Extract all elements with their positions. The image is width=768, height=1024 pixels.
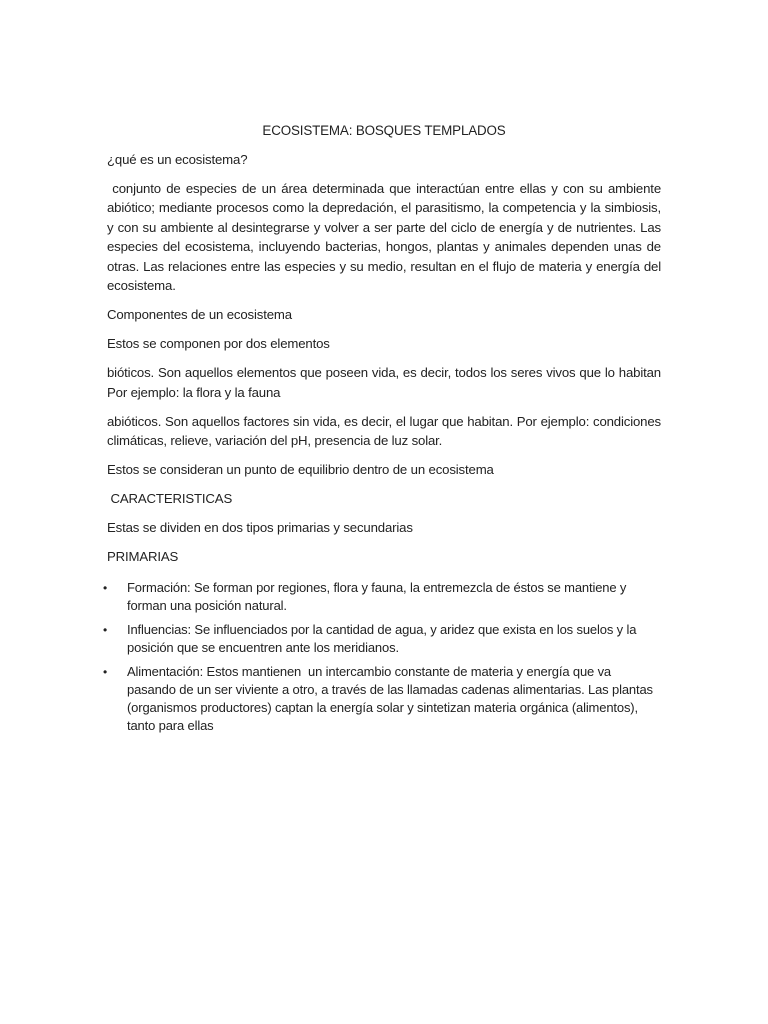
list-item bbox=[103, 579, 661, 615]
bullet-icon: • bbox=[103, 622, 108, 637]
definition-paragraph: conjunto de especies de un área determinada que interactúan entre ellas y con su ambiente abiótico; mediante procesos como la depredación, el parasitismo, la competencia y la simbiosis, y con su ambiente al desintegrarse y volver a ser parte del ciclo de energía y de nutrientes. Las especies del ecosistema, incluyendo bacterias, hongos, plantas y animales dependen unas de otras. Las relaciones entre las especies y su medio, resultan en el flujo de materia y energía del ecosistema. bbox=[107, 180, 665, 293]
list-item bbox=[103, 621, 661, 657]
list-item-text: Alimentación: Estos mantienen un intercambio constante de materia y energía que va pasando de un ser viviente a otro, a través de las llamadas cadenas alimentarias. Las plantas (organismos productores) captan la energía solar y sintetizan materia orgánica (alimentos), tanto para ellas bbox=[127, 663, 657, 733]
list-item-text: Influencias: Se influenciados por la cantidad de agua, y aridez que exista en los suelos y la posición que se encuentren ante los meridianos. bbox=[127, 621, 637, 655]
bioticos-paragraph: bióticos. Son aquellos elementos que poseen vida, es decir, todos los seres vivos que lo habitan Por ejemplo: la flora y la fauna bbox=[107, 365, 661, 400]
document-title: ECOSISTEMA: BOSQUES TEMPLADOS bbox=[262, 123, 506, 138]
list-item-text: Formación: Se forman por regiones, flora y fauna, la entremezcla de éstos se mantiene y forman una posición natural. bbox=[127, 579, 627, 613]
characteristics-intro: Estas se dividen en dos tipos primarias y secundarias bbox=[107, 520, 413, 535]
components-intro: Estos se componen por dos elementos bbox=[107, 336, 330, 351]
bullet-icon: • bbox=[103, 664, 108, 679]
equilibrium-paragraph: Estos se consideran un punto de equilibrio dentro de un ecosistema bbox=[107, 462, 494, 477]
components-heading: Componentes de un ecosistema bbox=[107, 307, 292, 322]
list-item bbox=[103, 663, 661, 735]
question-heading: ¿qué es un ecosistema? bbox=[107, 151, 248, 167]
abioticos-paragraph: abióticos. Son aquellos factores sin vida, es decir, el lugar que habitan. Por ejemplo: condiciones climáticas, relieve, variación del pH, presencia de luz solar. bbox=[107, 413, 661, 448]
primary-heading: PRIMARIAS bbox=[107, 549, 179, 564]
primary-list bbox=[103, 579, 661, 735]
bullet-icon: • bbox=[103, 580, 108, 595]
document-page bbox=[103, 121, 665, 741]
characteristics-heading: CARACTERISTICAS bbox=[107, 491, 233, 506]
